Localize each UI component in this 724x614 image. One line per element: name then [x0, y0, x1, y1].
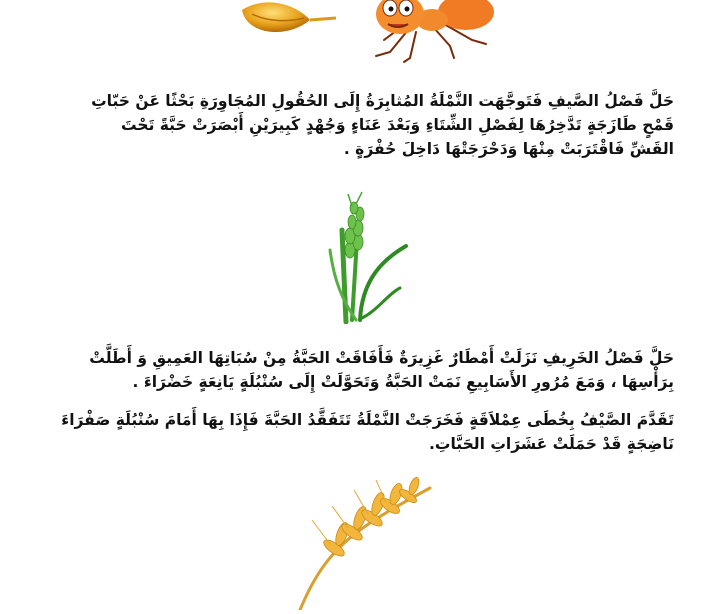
paragraph-line: حَلَّ فَصْلُ الصَّيفِ فَتَوجَّهَت النَّمْلَةُ المُثابِرَةُ إِلَى الحُقُولِ المُجَاوِرَةِ بَحْثًا عَنْ حَبّاتِ [91, 92, 674, 110]
story-paragraph-2 [66, 346, 674, 394]
paragraph-line: حَلَّ فَصْلُ الخَرِيفِ نَزَلَتْ أَمْطَارٌ غَزِيرَةٌ فَأَفَاقَتْ الحَبَّةُ مِنْ سُبَاتِهَا العَمِيقِ وَ أَطَلَّتْ [89, 349, 674, 367]
paragraph-line: بِرَأْسِهَا ، وَمَعَ مُرُورِ الأَسَابِيعِ نَمَتْ الحَبَّةُ وَتَحَوَّلَتْ إِلَى سُنْبُلَةٍ يَانِعَةٍ خَضْرَاءَ . [132, 373, 674, 391]
paragraph-line: القَشِّ فَاقْتَرَبَتْ مِنْهَا وَدَحْرَجَتْهَا دَاخِلَ حُفْرَةٍ . [343, 140, 674, 158]
paragraph-line: نَاضِجَةٍ قَدْ حَمَلَتْ عَشَرَاتِ الحَبَّاتِ. [429, 435, 674, 453]
ant-icon [360, 0, 500, 64]
paragraph-line: تَقَدَّمَ الصَّيْفُ بِخُطَى عِمْلاَقَةٍ فَخَرَجَتْ النَّمْلَةُ تَتَفَقَّدُ الحَبَّةَ فَإِذَا بِهَا أَمَامَ سُنْبُلَةٍ صَفْرَاءَ [61, 411, 674, 429]
wheat-grain-icon [238, 0, 338, 42]
story-paragraph-3 [50, 408, 674, 456]
story-paragraph-1 [76, 89, 674, 161]
paragraph-line: قَمْحٍ طَازَجَةٍ تَدَّخِرُهَا لِفَصْلِ الشِّتَاءِ وَبَعْدَ عَنَاءٍ وَجُهْدٍ كَبِيرَيْنِ أَبْصَرَتْ حَبَّةً تَحْتَ [120, 116, 674, 134]
green-wheat-sprout-icon [322, 190, 412, 324]
golden-wheat-ear-icon [290, 476, 440, 610]
